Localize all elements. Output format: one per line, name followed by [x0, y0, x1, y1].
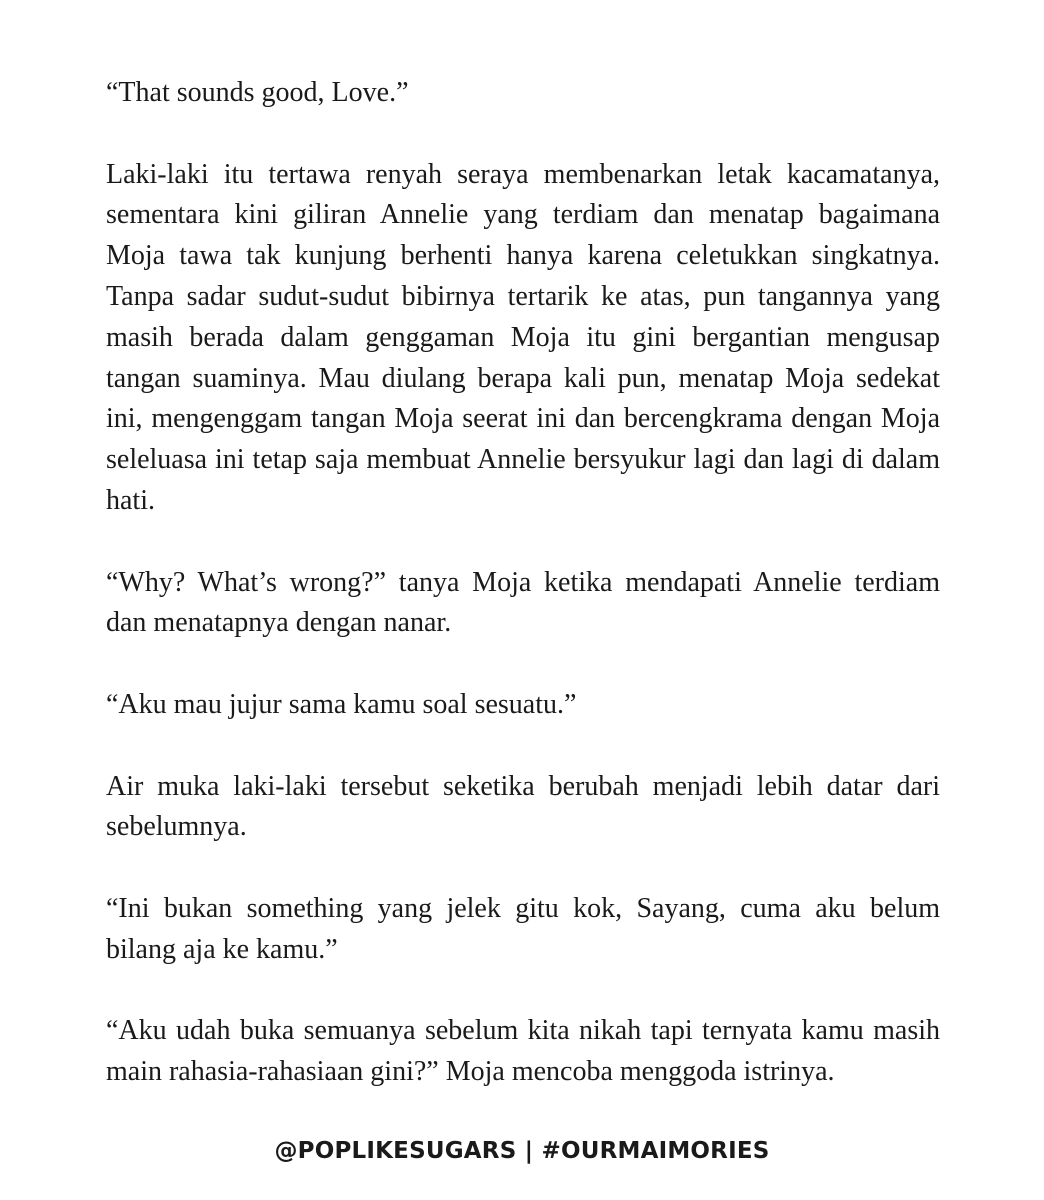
story-text	[106, 73, 940, 1093]
paragraph-narration: Laki-laki itu tertawa renyah seraya membenarkan letak kacamatanya, sementara kini giliran Annelie yang terdiam dan menatap bagaimana Moja tawa tak kunjung berhenti hanya karena celetukkan singkatnya. Tanpa sadar sudut-sudut bibirnya tertarik ke atas, pun tangannya yang masih berada dalam genggaman Moja itu gini bergantian mengusap tangan suaminya. Mau diulang berapa kali pun, menatap Moja sedekat ini, mengenggam tangan Moja seerat ini dan bercengkrama dengan Moja seleluasa ini tetap saja membuat Annelie bersyukur lagi dan lagi di dalam hati.	[106, 158, 940, 516]
paragraph-expression-change: Air muka laki-laki tersebut seketika berubah menjadi lebih datar dari sebelumnya.	[106, 770, 940, 843]
paragraph-dialogue-love: “That sounds good, Love.”	[106, 77, 409, 108]
paragraph-tease: “Aku udah buka semuanya sebelum kita nikah tapi ternyata kamu masih main rahasia-rahasiaan gini?” Moja mencoba menggoda istrinya.	[106, 1015, 940, 1088]
paragraph-why-question: “Why? What’s wrong?” tanya Moja ketika mendapati Annelie terdiam dan menatapnya dengan nanar.	[106, 566, 940, 639]
paragraph-confession: “Aku mau jujur sama kamu soal sesuatu.”	[106, 688, 577, 720]
watermark-footer: @POPLIKESUGARS | #OURMAIMORIES	[274, 1138, 770, 1164]
paragraph-reassurance: “Ini bukan something yang jelek gitu kok, Sayang, cuma aku belum bilang aja ke kamu.”	[106, 892, 940, 965]
